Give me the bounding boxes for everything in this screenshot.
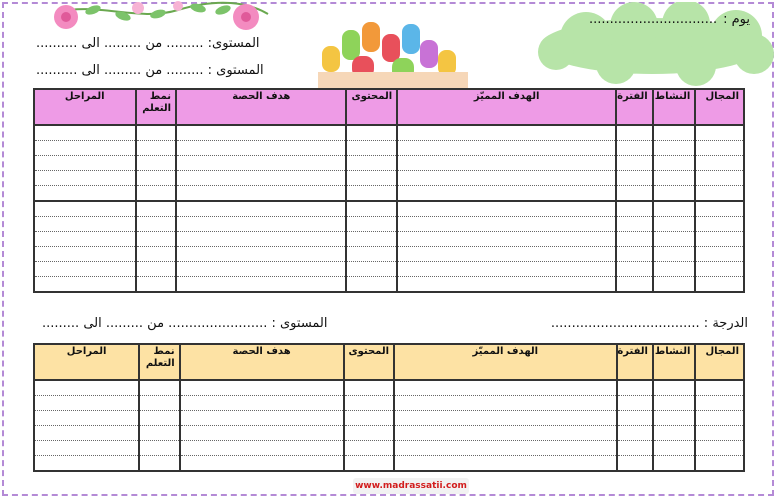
table-row	[34, 396, 744, 411]
table-row	[34, 141, 744, 156]
th-learning-type: نمط التعلم	[139, 344, 179, 380]
table-row	[34, 411, 744, 426]
th-stages: المراحل	[34, 344, 139, 380]
th-content: المحتوى	[344, 344, 395, 380]
footer-url[interactable]: www.madrassatii.com	[353, 478, 469, 494]
lesson-plan-table-1	[33, 88, 745, 293]
table-2-body	[34, 380, 744, 471]
table-row	[34, 426, 744, 441]
day-field	[589, 12, 750, 27]
table-row	[34, 201, 744, 217]
table-row	[34, 277, 744, 293]
lesson-plan-table-2	[33, 343, 745, 472]
th-stages: المراحل	[34, 89, 136, 125]
th-period: الفترة	[616, 89, 653, 125]
painted-hands-icon	[312, 16, 472, 88]
table-1-body	[34, 125, 744, 292]
table-row	[34, 186, 744, 202]
table-row	[34, 156, 744, 171]
th-domain: المجال	[695, 89, 744, 125]
table-row	[34, 232, 744, 247]
th-distinct-goal: الهدف المميّز	[394, 344, 617, 380]
th-lesson-goal: هدف الحصة	[180, 344, 344, 380]
level-line-2: المستوى : ......... من ......... الى ..........	[36, 63, 264, 78]
day-label: يوم :	[723, 12, 750, 27]
level-line-3: المستوى : ........................ من ......... الى .........	[42, 316, 328, 331]
th-domain: المجال	[695, 344, 744, 380]
th-activity: النشاط	[653, 89, 696, 125]
degree-line: الدرجة : ....................................	[550, 316, 748, 331]
table-row	[34, 125, 744, 141]
th-lesson-goal: هدف الحصة	[176, 89, 346, 125]
th-period: الفترة	[617, 344, 653, 380]
table-row	[34, 456, 744, 472]
th-activity: النشاط	[653, 344, 695, 380]
table-row	[34, 262, 744, 277]
table-row	[34, 441, 744, 456]
th-distinct-goal: الهدف المميّز	[397, 89, 616, 125]
table-row	[34, 247, 744, 262]
th-content: المحتوى	[346, 89, 397, 125]
table-row	[34, 171, 744, 186]
day-dots: ...............................	[588, 12, 718, 27]
table-row	[34, 217, 744, 232]
level-line-1: المستوى: ......... من ......... الى ..........	[36, 36, 260, 51]
th-learning-type: نمط التعلم	[136, 89, 177, 125]
table-row	[34, 380, 744, 396]
flower-garland-icon	[38, 0, 278, 34]
